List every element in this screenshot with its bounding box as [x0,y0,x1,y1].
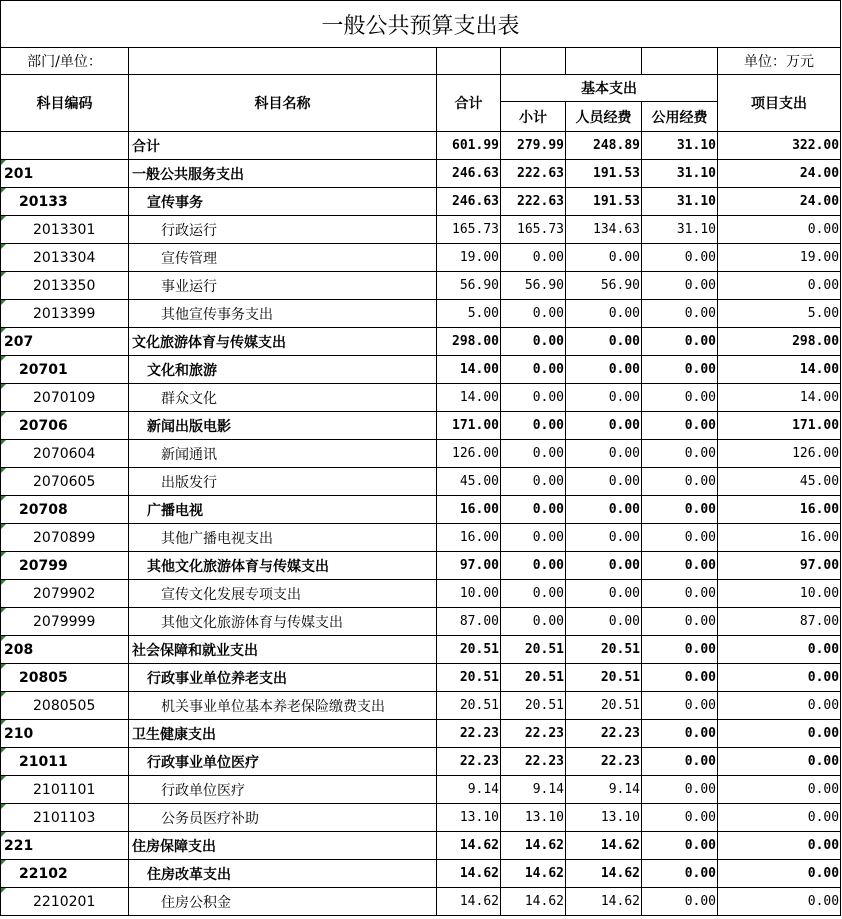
project-cell: 0.00 [718,860,841,888]
public-cell: 0.00 [642,720,718,748]
personnel-cell: 0.00 [566,496,642,524]
personnel-cell: 0.00 [566,524,642,552]
subtotal-cell: 0.00 [501,468,566,496]
subtotal-cell: 0.00 [501,440,566,468]
total-cell: 19.00 [437,244,501,272]
total-cell: 9.14 [437,776,501,804]
subtotal-cell: 0.00 [501,356,566,384]
table-row[interactable] [1,692,841,720]
personnel-cell: 0.00 [566,608,642,636]
project-cell: 16.00 [718,524,841,552]
subtotal-cell: 9.14 [501,776,566,804]
personnel-cell: 22.23 [566,748,642,776]
subtotal-cell: 56.90 [501,272,566,300]
table-row[interactable] [1,608,841,636]
project-cell: 10.00 [718,580,841,608]
total-cell: 20.51 [437,692,501,720]
dept-label: 部门/单位： [1,48,129,75]
total-cell: 20.51 [437,636,501,664]
name-cell: 广播电视 [129,496,437,524]
table-row[interactable] [1,496,841,524]
public-cell: 0.00 [642,300,718,328]
table-row[interactable] [1,300,841,328]
personnel-cell: 13.10 [566,804,642,832]
project-cell: 0.00 [718,804,841,832]
table-row[interactable] [1,580,841,608]
public-cell: 0.00 [642,664,718,692]
personnel-cell: 20.51 [566,636,642,664]
total-cell: 97.00 [437,552,501,580]
project-cell: 322.00 [718,132,841,160]
personnel-cell: 20.51 [566,692,642,720]
name-cell: 一般公共服务支出 [129,160,437,188]
name-cell: 宣传管理 [129,244,437,272]
subtotal-cell: 279.99 [501,132,566,160]
subtotal-cell: 0.00 [501,384,566,412]
personnel-cell: 0.00 [566,300,642,328]
subtotal-cell: 14.62 [501,888,566,916]
total-cell: 14.00 [437,384,501,412]
table-row[interactable] [1,440,841,468]
personnel-cell: 14.62 [566,860,642,888]
project-cell: 24.00 [718,160,841,188]
public-cell: 0.00 [642,580,718,608]
total-cell: 87.00 [437,608,501,636]
table-row[interactable] [1,664,841,692]
name-cell: 出版发行 [129,468,437,496]
subtotal-cell: 222.63 [501,160,566,188]
public-cell: 0.00 [642,692,718,720]
total-cell: 45.00 [437,468,501,496]
code-cell: 20708 [1,496,129,524]
name-cell: 住房改革支出 [129,860,437,888]
blank-cell [501,48,566,75]
table-row[interactable] [1,188,841,216]
header-basic: 基本支出 [501,75,718,102]
project-cell: 0.00 [718,748,841,776]
name-cell: 行政事业单位医疗 [129,748,437,776]
public-cell: 0.00 [642,412,718,440]
code-cell: 21011 [1,748,129,776]
name-cell: 新闻出版电影 [129,412,437,440]
project-cell: 14.00 [718,356,841,384]
subtotal-cell: 0.00 [501,552,566,580]
project-cell: 14.00 [718,384,841,412]
subtotal-cell: 13.10 [501,804,566,832]
subtotal-cell: 20.51 [501,636,566,664]
personnel-cell: 0.00 [566,244,642,272]
table-row[interactable] [1,804,841,832]
table-row[interactable] [1,384,841,412]
personnel-cell: 20.51 [566,664,642,692]
code-cell: 2210201 [1,888,129,916]
code-cell: 2070605 [1,468,129,496]
public-cell: 0.00 [642,888,718,916]
subtotal-cell: 165.73 [501,216,566,244]
project-cell: 298.00 [718,328,841,356]
public-cell: 0.00 [642,636,718,664]
code-cell: 208 [1,636,129,664]
name-cell: 住房公积金 [129,888,437,916]
code-cell: 2070604 [1,440,129,468]
total-cell: 298.00 [437,328,501,356]
project-cell: 0.00 [718,272,841,300]
subtotal-cell: 14.62 [501,832,566,860]
code-cell: 210 [1,720,129,748]
personnel-cell: 0.00 [566,580,642,608]
personnel-cell: 9.14 [566,776,642,804]
total-cell: 601.99 [437,132,501,160]
code-cell: 2070109 [1,384,129,412]
table-row[interactable] [1,720,841,748]
project-cell: 0.00 [718,216,841,244]
project-cell: 87.00 [718,608,841,636]
header-personnel: 人员经费 [566,102,642,132]
table-row[interactable] [1,860,841,888]
personnel-cell: 0.00 [566,412,642,440]
code-cell: 2079999 [1,608,129,636]
public-cell: 31.10 [642,160,718,188]
personnel-cell: 0.00 [566,552,642,580]
subtotal-cell: 22.23 [501,748,566,776]
subtotal-cell: 20.51 [501,664,566,692]
name-cell: 行政运行 [129,216,437,244]
code-cell: 221 [1,832,129,860]
total-cell: 16.00 [437,524,501,552]
name-cell: 机关事业单位基本养老保险缴费支出 [129,692,437,720]
personnel-cell: 0.00 [566,356,642,384]
subtotal-cell: 0.00 [501,300,566,328]
subtotal-cell: 222.63 [501,188,566,216]
project-cell: 45.00 [718,468,841,496]
code-cell [1,132,129,160]
project-cell: 0.00 [718,664,841,692]
code-cell: 2101101 [1,776,129,804]
code-cell: 2079902 [1,580,129,608]
name-cell: 卫生健康支出 [129,720,437,748]
total-cell: 56.90 [437,272,501,300]
name-cell: 住房保障支出 [129,832,437,860]
total-cell: 20.51 [437,664,501,692]
personnel-cell: 248.89 [566,132,642,160]
total-cell: 5.00 [437,300,501,328]
header-total: 合计 [437,75,501,132]
name-cell: 新闻通讯 [129,440,437,468]
name-cell: 文化旅游体育与传媒支出 [129,328,437,356]
public-cell: 0.00 [642,524,718,552]
public-cell: 0.00 [642,860,718,888]
total-cell: 14.00 [437,356,501,384]
public-cell: 0.00 [642,384,718,412]
total-cell: 10.00 [437,580,501,608]
header-project: 项目支出 [718,75,841,132]
subtotal-cell: 0.00 [501,244,566,272]
table-row[interactable] [1,272,841,300]
project-cell: 19.00 [718,244,841,272]
table-row[interactable] [1,748,841,776]
blank-cell [642,48,718,75]
personnel-cell: 0.00 [566,468,642,496]
page-title: 一般公共预算支出表 [1,1,841,48]
code-cell: 2013304 [1,244,129,272]
project-cell: 171.00 [718,412,841,440]
code-cell: 20133 [1,188,129,216]
subtotal-cell: 0.00 [501,524,566,552]
code-cell: 201 [1,160,129,188]
header-name: 科目名称 [129,75,437,132]
project-cell: 5.00 [718,300,841,328]
public-cell: 0.00 [642,468,718,496]
public-cell: 0.00 [642,776,718,804]
public-cell: 31.10 [642,132,718,160]
public-cell: 0.00 [642,244,718,272]
name-cell: 行政单位医疗 [129,776,437,804]
name-cell: 其他文化旅游体育与传媒支出 [129,608,437,636]
code-cell: 20701 [1,356,129,384]
subtotal-cell: 0.00 [501,580,566,608]
project-cell: 126.00 [718,440,841,468]
public-cell: 0.00 [642,356,718,384]
header-code: 科目编码 [1,75,129,132]
table-row[interactable] [1,888,841,916]
public-cell: 0.00 [642,804,718,832]
name-cell: 其他广播电视支出 [129,524,437,552]
unit-label: 单位：万元 [718,48,841,75]
header-public: 公用经费 [642,102,718,132]
public-cell: 0.00 [642,328,718,356]
table-row[interactable] [1,160,841,188]
code-cell: 2013399 [1,300,129,328]
total-cell: 22.23 [437,720,501,748]
project-cell: 0.00 [718,636,841,664]
total-cell: 171.00 [437,412,501,440]
total-cell: 14.62 [437,860,501,888]
total-cell: 14.62 [437,888,501,916]
code-cell: 207 [1,328,129,356]
total-cell: 246.63 [437,160,501,188]
public-cell: 0.00 [642,496,718,524]
total-cell: 126.00 [437,440,501,468]
name-cell: 宣传文化发展专项支出 [129,580,437,608]
project-cell: 0.00 [718,692,841,720]
project-cell: 0.00 [718,832,841,860]
table-row[interactable] [1,552,841,580]
personnel-cell: 56.90 [566,272,642,300]
table-row[interactable] [1,132,841,160]
name-cell: 其他宣传事务支出 [129,300,437,328]
public-cell: 31.10 [642,188,718,216]
table-row[interactable] [1,244,841,272]
table-row[interactable] [1,776,841,804]
project-cell: 0.00 [718,888,841,916]
code-cell: 2070899 [1,524,129,552]
table-row[interactable] [1,356,841,384]
project-cell: 0.00 [718,720,841,748]
name-cell: 行政事业单位养老支出 [129,664,437,692]
personnel-cell: 191.53 [566,188,642,216]
personnel-cell: 191.53 [566,160,642,188]
name-cell: 公务员医疗补助 [129,804,437,832]
name-cell: 事业运行 [129,272,437,300]
table-row[interactable] [1,636,841,664]
personnel-cell: 14.62 [566,832,642,860]
personnel-cell: 0.00 [566,328,642,356]
public-cell: 0.00 [642,832,718,860]
name-cell: 社会保障和就业支出 [129,636,437,664]
total-cell: 16.00 [437,496,501,524]
project-cell: 16.00 [718,496,841,524]
code-cell: 22102 [1,860,129,888]
blank-cell [437,48,501,75]
table-row[interactable] [1,328,841,356]
project-cell: 24.00 [718,188,841,216]
public-cell: 0.00 [642,272,718,300]
total-cell: 165.73 [437,216,501,244]
subtotal-cell: 14.62 [501,860,566,888]
subtotal-cell: 0.00 [501,328,566,356]
header-subtotal: 小计 [501,102,566,132]
personnel-cell: 22.23 [566,720,642,748]
public-cell: 0.00 [642,608,718,636]
table-row[interactable] [1,216,841,244]
total-cell: 22.23 [437,748,501,776]
table-row[interactable] [1,832,841,860]
table-row[interactable] [1,524,841,552]
code-cell: 2013301 [1,216,129,244]
code-cell: 20706 [1,412,129,440]
personnel-cell: 0.00 [566,384,642,412]
name-cell: 其他文化旅游体育与传媒支出 [129,552,437,580]
personnel-cell: 14.62 [566,888,642,916]
table-row[interactable] [1,468,841,496]
subtotal-cell: 20.51 [501,692,566,720]
name-cell: 宣传事务 [129,188,437,216]
name-cell: 群众文化 [129,384,437,412]
code-cell: 2013350 [1,272,129,300]
total-cell: 14.62 [437,832,501,860]
project-cell: 0.00 [718,776,841,804]
subtotal-cell: 0.00 [501,608,566,636]
total-cell: 246.63 [437,188,501,216]
public-cell: 0.00 [642,748,718,776]
code-cell: 2101103 [1,804,129,832]
blank-cell [566,48,642,75]
total-cell: 13.10 [437,804,501,832]
table-row[interactable] [1,412,841,440]
subtotal-cell: 0.00 [501,412,566,440]
personnel-cell: 134.63 [566,216,642,244]
subtotal-cell: 0.00 [501,496,566,524]
project-cell: 97.00 [718,552,841,580]
public-cell: 0.00 [642,552,718,580]
code-cell: 2080505 [1,692,129,720]
public-cell: 31.10 [642,216,718,244]
name-cell: 合计 [129,132,437,160]
code-cell: 20799 [1,552,129,580]
dept-value-cell[interactable] [129,48,437,75]
code-cell: 20805 [1,664,129,692]
subtotal-cell: 22.23 [501,720,566,748]
personnel-cell: 0.00 [566,440,642,468]
name-cell: 文化和旅游 [129,356,437,384]
public-cell: 0.00 [642,440,718,468]
